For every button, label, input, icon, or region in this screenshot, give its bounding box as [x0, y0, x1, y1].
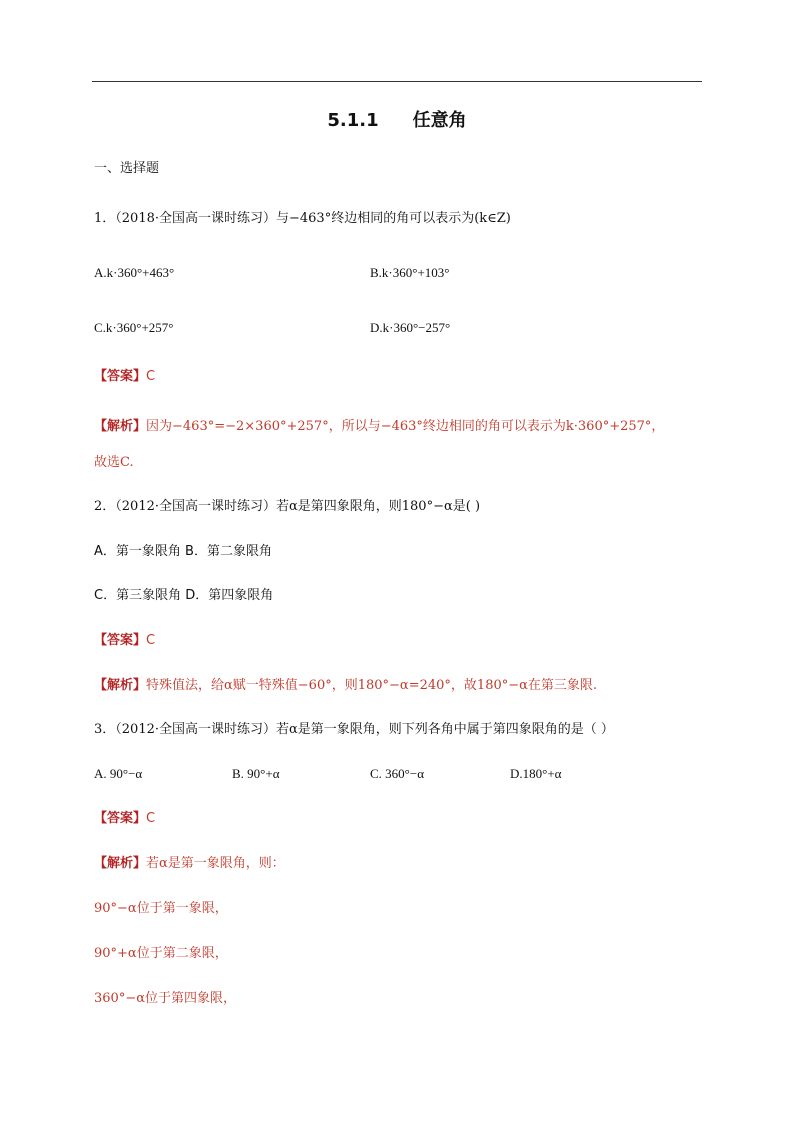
q3-option-c: C. 360°−α: [370, 766, 425, 781]
answer-label: 【答案】: [94, 811, 147, 826]
analysis-label: 【解析】: [94, 419, 147, 434]
analysis-label: 【解析】: [94, 678, 147, 693]
page-title: [0, 106, 794, 132]
q2-options-row-2: C．第三象限角 D．第四象限角: [94, 588, 274, 603]
header-rule: [92, 81, 702, 82]
q3-option-a: A. 90°−α: [94, 766, 143, 781]
answer-value: C: [146, 633, 156, 648]
question-2-stem: 2．（2012·全国高一课时练习）若α是第四象限角，则180°−α是( ): [94, 499, 481, 514]
question-3-stem: 3．（2012·全国高一课时练习）若α是第一象限角，则下列各角中属于第四象限角的是（ ）: [94, 722, 614, 737]
q2-analysis: [94, 677, 597, 695]
q3-option-d: D.180°+α: [510, 766, 562, 781]
section-heading: 一、选择题: [94, 161, 160, 176]
answer-label: 【答案】: [94, 369, 147, 384]
q1-option-b: B.k·360°+103°: [370, 265, 450, 280]
q3-analysis-step-2: 90°+α位于第二象限，: [94, 946, 228, 961]
q2-answer: [94, 632, 155, 650]
analysis-text: 因为−463°=−2×360°+257°，所以与−463°终边相同的角可以表示为k·360°+257°，: [146, 419, 665, 434]
q1-option-d: D.k·360°−257°: [370, 320, 451, 335]
answer-label: 【答案】: [94, 633, 147, 648]
q3-analysis-step-3: 360°−α位于第四象限，: [94, 991, 236, 1006]
q3-analysis-step-1: 90°−α位于第一象限，: [94, 901, 228, 916]
title-text: 任意角: [412, 110, 467, 131]
title-number: 5.1.1: [327, 110, 379, 131]
q3-option-b: B. 90°+α: [232, 766, 280, 781]
analysis-text: 若α是第一象限角，则：: [146, 856, 285, 871]
q3-answer: [94, 810, 155, 828]
q1-answer: [94, 368, 155, 386]
q1-option-a: A.k·360°+463°: [94, 265, 175, 280]
question-1-stem: 1．（2018·全国高一课时练习）与−463°终边相同的角可以表示为(k∈Z): [94, 211, 511, 226]
q3-analysis: [94, 855, 285, 873]
answer-value: C: [146, 811, 156, 826]
analysis-text: 特殊值法，给α赋一特殊值−60°，则180°−α=240°，故180°−α在第三象限.: [146, 678, 598, 693]
q1-option-c: C.k·360°+257°: [94, 320, 174, 335]
q1-analysis: [94, 418, 664, 436]
analysis-label: 【解析】: [94, 856, 147, 871]
q2-options-row-1: A．第一象限角 B．第二象限角: [94, 544, 272, 559]
q1-analysis-conclusion: 故选C.: [94, 455, 134, 470]
answer-value: C: [146, 369, 156, 384]
